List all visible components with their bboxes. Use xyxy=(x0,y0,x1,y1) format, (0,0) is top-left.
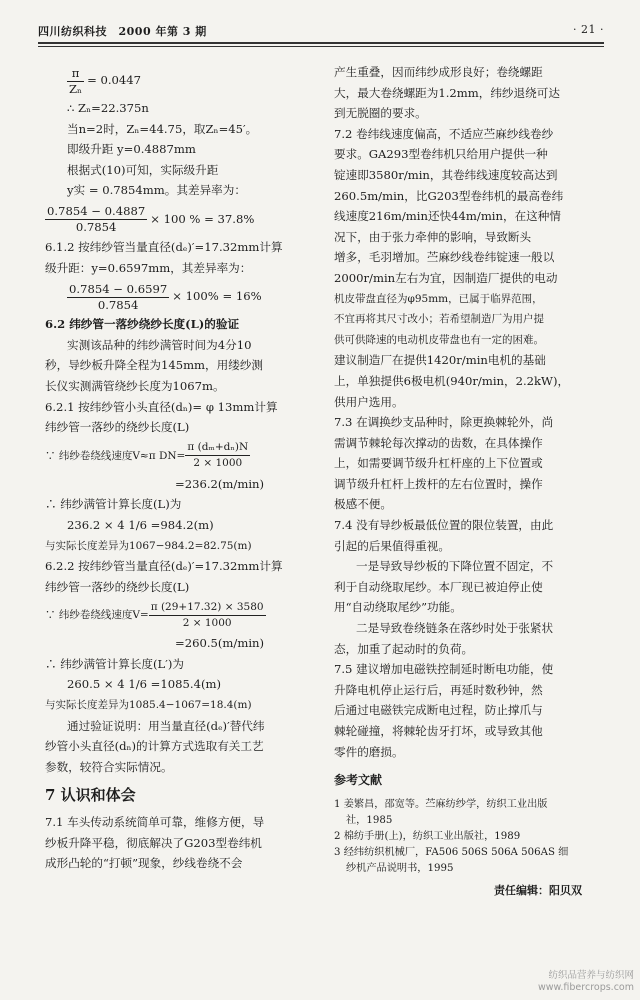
text-line: 建议制造厂在提供1420r/min电机的基础 xyxy=(334,353,546,368)
text-line: 利于自动绕取尾纱。本厂现已被迫停止使 xyxy=(334,579,543,594)
fraction xyxy=(67,282,169,313)
fraction-numerator: 0.7854 − 0.4887 xyxy=(47,204,146,219)
text-line: 长仪实测满管绕纱长度为1067m。 xyxy=(45,378,225,393)
text-line: 产生重叠，因而纬纱成形良好；卷绕螺距 xyxy=(334,65,543,79)
reference-item: 3 经纬纺织机械厂，FA506 506S 506A 506AS 细 xyxy=(334,846,569,858)
text-line: 要求。GA293型卷纬机只给用户提供一种 xyxy=(334,147,548,162)
text-line: 上，单独提供6极电机(940r/min，2.2kW)， xyxy=(334,373,570,388)
equation-difference-rate-1 xyxy=(45,201,320,237)
equation-prefix: ∵ 纬纱卷绕线速度V= xyxy=(45,609,149,622)
text-line: 7.1 车头传动系统简单可靠，维修方便，导 xyxy=(45,815,265,830)
text-line: 棘轮碰撞，将棘轮齿牙打坏，或导致其他 xyxy=(334,724,543,738)
fraction xyxy=(149,600,266,631)
right-column xyxy=(334,62,612,901)
text-line: 需调节棘轮每次撑动的齿数，在具体操作 xyxy=(334,435,543,450)
equation-winding-speed-2 xyxy=(45,597,320,633)
fraction xyxy=(67,66,84,97)
text-line: 机皮带盘直径为φ95mm，已属于临界范围， xyxy=(334,292,543,305)
reference-item-cont: 纱机产品说明书，1995 xyxy=(346,862,454,874)
subsection-6-2-2: 6.2.2 按纬纱管当量直径(dₑ)′=17.32mm计算 xyxy=(45,559,283,574)
reference-item: 2 棉纺手册(上)，纺织工业出版社，1989 xyxy=(334,830,521,842)
equation-line: 236.2 × 4 1/6 =984.2(m) xyxy=(67,517,214,532)
text-line: 与实际长度差异为1085.4−1067=18.4(m) xyxy=(45,699,252,712)
subsection-7-5: 7.5 建议增加电磁铁控制延时断电功能，使 xyxy=(334,662,554,677)
left-column xyxy=(45,62,320,874)
text-line: 参数，较符合实际情况。 xyxy=(45,759,173,774)
fraction-numerator: π (29+17.32) × 3580 xyxy=(149,600,266,616)
subsection-7-4: 7.4 没有导纱板最低位置的限位装置，由此 xyxy=(334,518,554,533)
text-line: 纱板升降平稳，彻底解决了G203型卷纬机 xyxy=(45,835,262,850)
header-rule xyxy=(38,42,604,44)
text-line: 线速度216m/min还快44m/min，在这种情 xyxy=(334,209,561,224)
journal-name: 四川纺织科技 2000 年第 3 期 xyxy=(38,25,207,38)
watermark xyxy=(538,970,634,994)
text-line: 大，最大卷绕螺距为1.2mm，纬纱退绕可达 xyxy=(334,85,560,100)
fraction-denominator: 0.7854 xyxy=(75,220,117,235)
subsection-7-2: 7.2 卷纬线速度偏高，不适应苎麻纱线卷纱 xyxy=(334,126,554,141)
text-line: 秒，导纱板升降全程为145mm，用缕纱测 xyxy=(45,358,264,373)
watermark-url: www.fibercrops.com xyxy=(537,982,634,993)
fraction-numerator: π xyxy=(67,66,84,82)
text-line: 升降电机停止运行后，再延时数秒钟，然 xyxy=(334,682,543,697)
equation-difference-rate-2 xyxy=(45,278,320,314)
equation-result-line: =260.5(m/min) xyxy=(175,636,265,651)
text-line: 调节级升杠杆上拨杆的左右位置时，操作 xyxy=(334,476,543,491)
page-header xyxy=(38,20,604,42)
text-line: 2000r/min左右为宜，因制造厂提供的电动 xyxy=(334,270,558,285)
text-line: 与实际长度差异为1067−984.2=82.75(m) xyxy=(45,539,252,552)
subsection-6-2: 6.2 纬纱管一落纱绕纱长度(L)的验证 xyxy=(45,317,240,332)
text-line: 用“自动绕取尾纱”功能。 xyxy=(334,600,462,615)
text-line: 即级升距 y=0.4887mm xyxy=(67,142,196,157)
fraction-denominator: 2 × 1000 xyxy=(182,616,232,629)
text-line: 锭速即3580r/min，其卷纬线速度较高达到 xyxy=(334,167,558,182)
equation-winding-speed-1 xyxy=(45,438,320,474)
text-line: y实 = 0.7854mm。其差异率为： xyxy=(67,183,246,198)
references-heading: 参考文献 xyxy=(334,773,383,788)
section-heading-7: 7 认识和体会 xyxy=(45,786,136,805)
text-line: 增多，毛羽增加。苎麻纱线卷纬锭速一般以 xyxy=(334,250,555,265)
text-line: 纬纱管一落纱的绕纱长度(L) xyxy=(45,420,190,435)
text-line: 零件的磨损。 xyxy=(334,744,404,759)
fraction xyxy=(185,440,250,471)
subsection-6-1-2: 6.1.2 按纬纱管当量直径(dₑ)′=17.32mm计算 xyxy=(45,239,283,254)
equation-pi-over-zn xyxy=(45,62,320,98)
text-line: 引起的后果值得重视。 xyxy=(334,538,450,553)
fraction-denominator: Zₙ xyxy=(69,81,83,96)
text-line: 二是导致卷绕链条在落纱时处于张紧状 xyxy=(356,621,554,636)
fraction-numerator: π (dₘ+dₙ)N xyxy=(185,440,250,456)
header-rule-thin xyxy=(38,46,604,47)
text-line: 当n=2时，Zₙ=44.75，取Zₙ=45′。 xyxy=(67,121,258,136)
text-line: 态，加重了起动时的负荷。 xyxy=(334,641,474,656)
equation-result-line: =236.2(m/min) xyxy=(175,476,265,491)
subsection-7-3: 7.3 在调换纱支品种时，除更换棘轮外，尚 xyxy=(334,415,554,430)
text-line: 纬纱管一落纱的绕纱长度(L) xyxy=(45,579,190,594)
text-line: 到无脱圈的要求。 xyxy=(334,106,427,121)
equation-line: 260.5 × 4 1/6 =1085.4(m) xyxy=(67,677,222,692)
equation-result: × 100% = 16% xyxy=(172,289,262,304)
text-line: 260.5m/min，比G203型卷纬机的最高卷纬 xyxy=(334,188,564,203)
text-line: 极感不便。 xyxy=(334,497,392,512)
subsection-6-2-1: 6.2.1 按纬纱管小头直径(dₙ)= φ 13mm计算 xyxy=(45,399,278,414)
reference-item-cont: 社，1985 xyxy=(346,814,393,826)
text-line: 一是导致导纱板的下降位置不固定，不 xyxy=(356,559,554,574)
text-line: ∴ Zₙ=22.375n xyxy=(67,101,149,115)
fraction-denominator: 2 × 1000 xyxy=(193,457,243,470)
responsible-editor: 责任编辑：阳贝双 xyxy=(494,883,582,897)
text-line: ∴ 纬纱满管计算长度(L)为 xyxy=(45,497,182,512)
equation-result: = 0.0447 xyxy=(87,73,142,87)
text-line: 供用户选用。 xyxy=(334,394,404,409)
equation-result: × 100 % = 37.8% xyxy=(150,211,255,226)
text-line: 实测该品种的纬纱满管时间为4分10 xyxy=(67,337,252,352)
text-line: 上，如需要调节级升杠杆座的上下位置或 xyxy=(334,456,543,471)
page-number: · 21 · xyxy=(573,23,604,36)
watermark-line: 纺织品营养与纺织网 xyxy=(548,970,634,981)
text-line: 根据式(10)可知，实际级升距 xyxy=(67,162,219,177)
fraction-numerator: 0.7854 − 0.6597 xyxy=(69,281,168,296)
reference-item: 1 姜繁昌，邵宽等。苎麻纺纱学，纺织工业出版 xyxy=(334,798,548,810)
text-line: 通过验证说明：用当量直径(dₑ)′替代纬 xyxy=(67,718,265,733)
text-line: 级升距：y=0.6597mm，其差异率为： xyxy=(45,260,252,275)
text-line: ∴ 纬纱满管计算长度(L′)为 xyxy=(45,656,185,671)
text-line: 况下，由于张力牵伸的影响，导致断头 xyxy=(334,229,532,244)
text-line: 不宜再将其尺寸改小；若希望制造厂为用户提 xyxy=(334,313,544,326)
text-line: 后通过电磁铁完成断电过程，防止撑爪与 xyxy=(334,703,543,718)
equation-prefix: ∵ 纬纱卷绕线速度V≈π DN= xyxy=(45,449,186,462)
text-line: 成形凸轮的“打顿”现象，纱线卷绕不会 xyxy=(45,856,243,871)
fraction xyxy=(45,204,147,235)
fraction-denominator: 0.7854 xyxy=(97,297,139,312)
text-line: 纱管小头直径(dₙ)的计算方式选取有关工艺 xyxy=(45,739,264,754)
text-line: 供可供降速的电动机皮带盘也有一定的困难。 xyxy=(334,333,544,346)
